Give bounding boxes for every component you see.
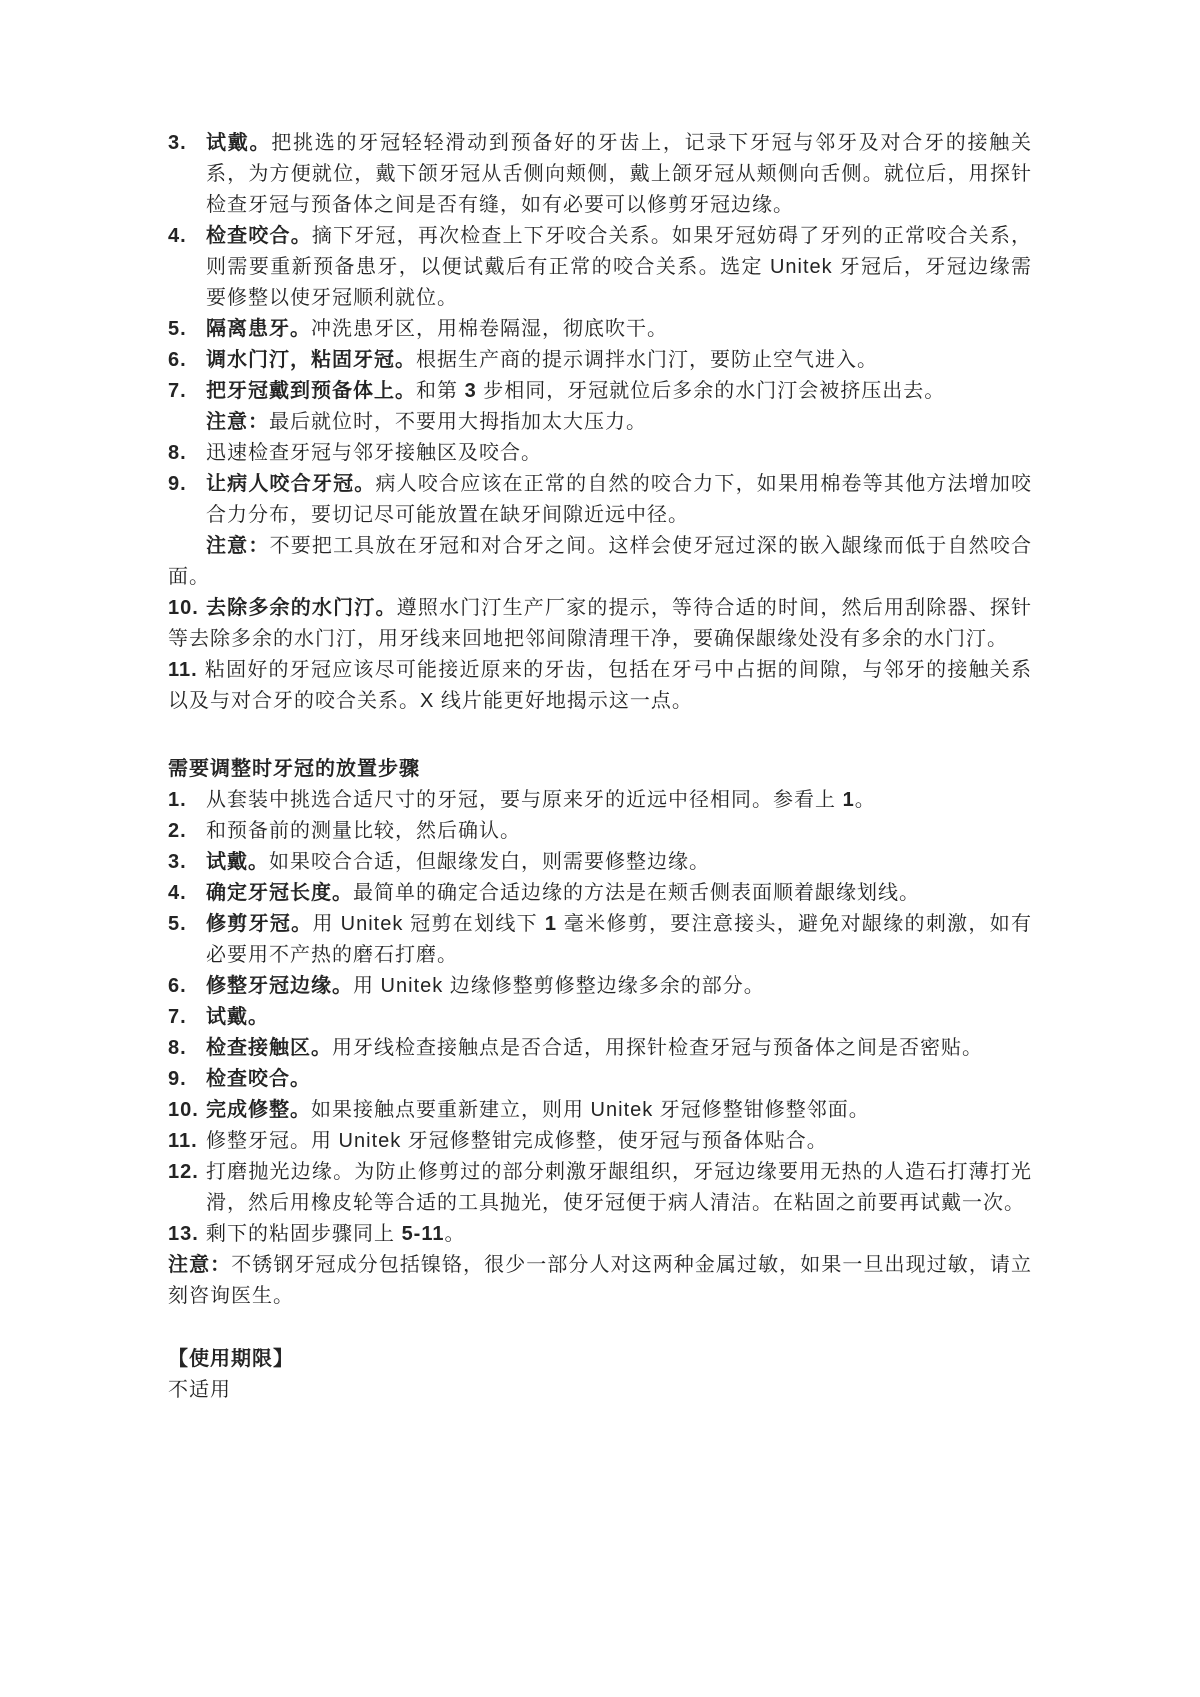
item-number: 3.	[168, 851, 187, 873]
item-text: 修整牙冠。用 Unitek 牙冠修整钳完成修整，使牙冠与预备体贴合。	[206, 1130, 828, 1152]
item-text: 试戴。	[206, 1006, 269, 1028]
paragraph-item-11: 11. 粘固好的牙冠应该尽可能接近原来的牙齿，包括在牙弓中占据的间隙，与邻牙的接触关系以及与对合牙的咬合关系。X 线片能更好地揭示这一点。	[168, 659, 1032, 712]
usage-period-text: 不适用	[168, 1379, 231, 1401]
list-item	[168, 1157, 1032, 1219]
item-number: 8.	[168, 442, 187, 464]
section-heading: 需要调整时牙冠的放置步骤	[168, 758, 420, 780]
item-text: 检查咬合。	[206, 1068, 311, 1090]
item-number: 9.	[168, 1068, 187, 1090]
list-item	[168, 909, 1032, 971]
list-item	[168, 345, 1032, 376]
item-text: 从套装中挑选合适尺寸的牙冠，要与原来牙的近远中径相同。参看上 1。	[206, 789, 876, 811]
item-number: 7.	[168, 1006, 187, 1028]
item-text: 调水门汀，粘固牙冠。根据生产商的提示调拌水门汀，要防止空气进入。	[206, 349, 878, 371]
item-number: 4.	[168, 225, 187, 247]
list-item	[168, 221, 1032, 314]
item-text: 打磨抛光边缘。为防止修剪过的部分刺激牙龈组织，牙冠边缘要用无热的人造石打薄打光滑，然后用橡皮轮等合适的工具抛光，使牙冠便于病人清洁。在粘固之前要再试戴一次。	[206, 1161, 1032, 1214]
list-item	[168, 816, 1032, 847]
item-number: 13.	[168, 1223, 199, 1245]
paragraph-item-10: 10. 去除多余的水门汀。遵照水门汀生产厂家的提示，等待合适的时间，然后用刮除器、探针等去除多余的水门汀，用牙线来回地把邻间隙清理干净，要确保龈缘处没有多余的水门汀。	[168, 597, 1033, 650]
item-number: 5.	[168, 318, 187, 340]
item-number: 7.	[168, 380, 187, 402]
list-item	[168, 1064, 1032, 1095]
list-item	[168, 1219, 1032, 1250]
item-text: 让病人咬合牙冠。病人咬合应该在正常的自然的咬合力下，如果用棉卷等其他方法增加咬合力分布，要切记尽可能放置在缺牙间隙近远中径。	[206, 473, 1033, 526]
item-text: 剩下的粘固步骤同上 5-11。	[206, 1223, 466, 1245]
note-line	[168, 407, 1032, 438]
item-number: 12.	[168, 1161, 199, 1183]
list-item	[168, 438, 1032, 469]
item-number: 10.	[168, 1099, 199, 1121]
item-number: 3.	[168, 132, 187, 154]
item-number: 6.	[168, 975, 187, 997]
usage-period-heading: 【使用期限】	[168, 1348, 294, 1370]
list-item	[168, 971, 1032, 1002]
caution-paragraph: 注意：不锈钢牙冠成分包括镍铬，很少一部分人对这两种金属过敏，如果一旦出现过敏，请立刻咨询医生。	[168, 1254, 1033, 1307]
item-text: 迅速检查牙冠与邻牙接触区及咬合。	[206, 442, 542, 464]
item-number: 9.	[168, 473, 187, 495]
item-text: 和预备前的测量比较，然后确认。	[206, 820, 521, 842]
list-item	[168, 785, 1032, 816]
note-text: 注意：最后就位时，不要用大拇指加太大压力。	[206, 411, 647, 433]
item-text: 试戴。如果咬合合适，但龈缘发白，则需要修整边缘。	[206, 851, 710, 873]
list-item	[168, 128, 1032, 221]
item-text: 确定牙冠长度。最简单的确定合适边缘的方法是在颊舌侧表面顺着龈缘划线。	[206, 882, 920, 904]
item-number	[168, 407, 206, 438]
item-number: 1.	[168, 789, 187, 811]
list-item	[168, 847, 1032, 878]
item-number: 4.	[168, 882, 187, 904]
item-number: 6.	[168, 349, 187, 371]
item-text: 试戴。把挑选的牙冠轻轻滑动到预备好的牙齿上，记录下牙冠与邻牙及对合牙的接触关系，为方便就位，戴下颌牙冠从舌侧向颊侧，戴上颌牙冠从颊侧向舌侧。就位后，用探针检查牙冠与预备体之间是否有缝，如有必要可以修剪牙冠边缘。	[206, 132, 1033, 216]
item-text: 把牙冠戴到预备体上。和第 3 步相同，牙冠就位后多余的水门汀会被挤压出去。	[206, 380, 946, 402]
item-text: 隔离患牙。冲洗患牙区，用棉卷隔湿，彻底吹干。	[206, 318, 668, 340]
list-item	[168, 469, 1032, 531]
item-text: 检查接触区。用牙线检查接触点是否合适，用探针检查牙冠与预备体之间是否密贴。	[206, 1037, 983, 1059]
list-item	[168, 1033, 1032, 1064]
list-item	[168, 1002, 1032, 1033]
item-text: 修整牙冠边缘。用 Unitek 边缘修整剪修整边缘多余的部分。	[206, 975, 765, 997]
item-number: 11.	[168, 1130, 198, 1152]
item-text: 完成修整。如果接触点要重新建立，则用 Unitek 牙冠修整钳修整邻面。	[206, 1099, 870, 1121]
item-text: 修剪牙冠。用 Unitek 冠剪在划线下 1 毫米修剪，要注意接头，避免对龈缘的刺激，如有必要用不产热的磨石打磨。	[206, 913, 1033, 966]
list-item	[168, 376, 1032, 407]
item-number: 2.	[168, 820, 187, 842]
item-number: 8.	[168, 1037, 187, 1059]
list-item	[168, 1126, 1032, 1157]
list-item	[168, 878, 1032, 909]
list-item	[168, 314, 1032, 345]
item-number: 5.	[168, 913, 187, 935]
item-text: 检查咬合。摘下牙冠，再次检查上下牙咬合关系。如果牙冠妨碍了牙列的正常咬合关系，则需要重新预备患牙，以便试戴后有正常的咬合关系。选定 Unitek 牙冠后，牙冠边缘需要修整以使牙冠顺利就位。	[206, 225, 1033, 309]
list-item	[168, 1095, 1032, 1126]
note-paragraph: 注意：不要把工具放在牙冠和对合牙之间。这样会使牙冠过深的嵌入龈缘而低于自然咬合面。	[168, 535, 1033, 588]
